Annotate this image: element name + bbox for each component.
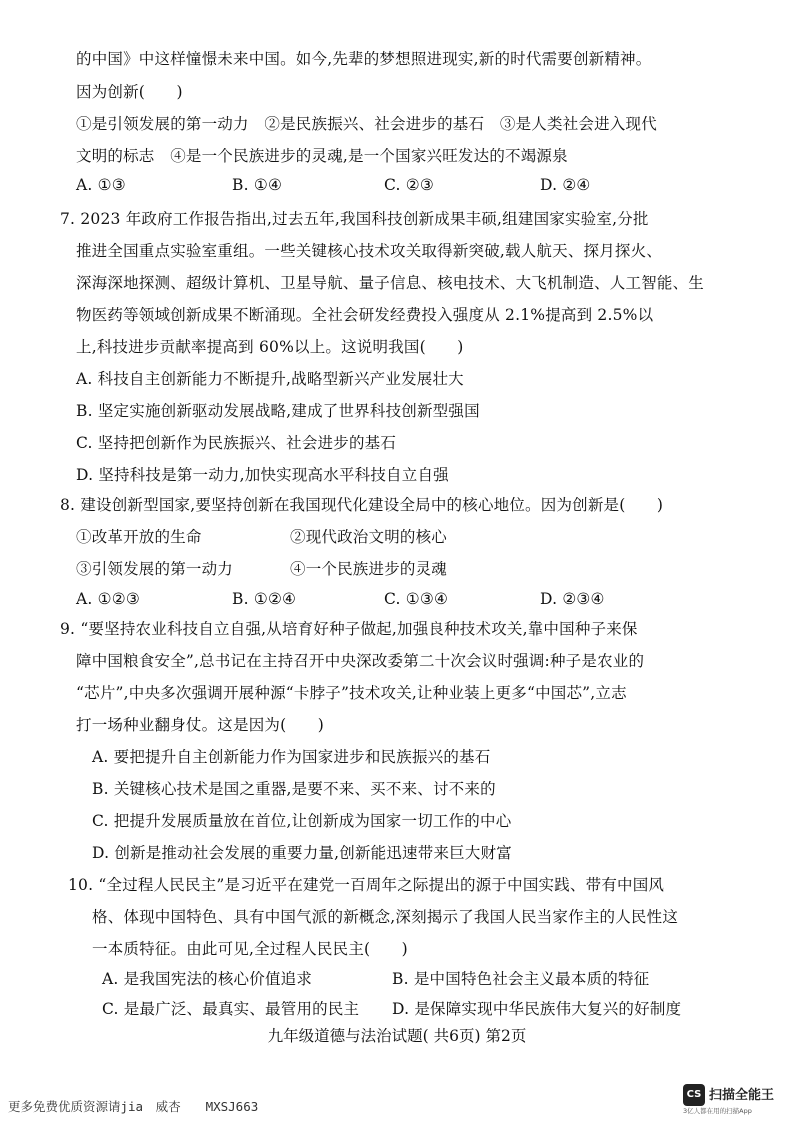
q8-item-4: ④一个民族进步的灵魂 — [290, 560, 448, 578]
q7-line-1: 7. 2023 年政府工作报告指出,过去五年,我国科技创新成果丰硕,组建国家实验室,分批 — [60, 210, 649, 228]
q10-line-1: 10. “全过程人民民主”是习近平在建党一百周年之际提出的源于中国实践、带有中国风 — [68, 876, 665, 894]
q8-line-1: 8. 建设创新型国家,要坚持创新在我国现代化建设全局中的核心地位。因为创新是( ) — [60, 496, 664, 514]
scanner-app-name: 扫描全能王 — [709, 1088, 775, 1103]
q9-option-d: D. 创新是推动社会发展的重要力量,创新能迅速带来巨大财富 — [92, 844, 512, 862]
q10-option-b: B. 是中国特色社会主义最本质的特征 — [392, 970, 650, 988]
scanner-logo-icon: CS — [683, 1084, 705, 1106]
q7-line-4: 物医药等领域创新成果不断涌现。全社会研发经费投入强度从 2.1%提高到 2.5%以 — [76, 306, 654, 324]
scanner-tagline: 3亿人都在用的扫描App — [683, 1107, 752, 1115]
q8-option-c: C. ①③④ — [384, 590, 449, 608]
q6-option-d: D. ②④ — [540, 176, 591, 194]
q6-line-4: 文明的标志 ④是一个民族进步的灵魂,是一个国家兴旺发达的不竭源泉 — [76, 147, 568, 165]
page-footer-title: 九年级道德与法治试题( 共6页) 第2页 — [267, 1027, 527, 1045]
q6-line-3: ①是引领发展的第一动力 ②是民族振兴、社会进步的基石 ③是人类社会进入现代 — [76, 115, 657, 133]
q9-option-a: A. 要把提升自主创新能力作为国家进步和民族振兴的基石 — [92, 748, 491, 766]
resource-note: 更多免费优质资源请jia 威杏 MXSJ663 — [8, 1099, 259, 1114]
q6-line-1: 的中国》中这样憧憬未来中国。如今,先辈的梦想照进现实,新的时代需要创新精神。 — [76, 50, 652, 68]
scanner-watermark — [683, 1082, 793, 1116]
q8-option-b: B. ①②④ — [232, 590, 297, 608]
q10-option-a: A. 是我国宪法的核心价值追求 — [102, 970, 313, 988]
q9-line-3: “芯片”,中央多次强调开展种源“卡脖子”技术攻关,让种业装上更多“中国芯”,立志 — [76, 684, 627, 702]
q10-option-d: D. 是保障实现中华民族伟大复兴的好制度 — [392, 1000, 682, 1018]
q9-line-1: 9. “要坚持农业科技自立自强,从培育好种子做起,加强良种技术攻关,靠中国种子来保 — [60, 620, 638, 638]
q7-option-d: D. 坚持科技是第一动力,加快实现高水平科技自立自强 — [76, 466, 449, 484]
q9-line-4: 打一场种业翻身仗。这是因为( ) — [76, 716, 324, 734]
q10-option-c: C. 是最广泛、最真实、最管用的民主 — [102, 1000, 360, 1018]
q7-line-2: 推进全国重点实验室重组。一些关键核心技术攻关取得新突破,载人航天、探月探火、 — [76, 242, 663, 260]
q6-option-c: C. ②③ — [384, 176, 434, 194]
q7-line-3: 深海深地探测、超级计算机、卫星导航、量子信息、核电技术、大飞机制造、人工智能、生 — [76, 274, 705, 292]
q8-option-d: D. ②③④ — [540, 590, 605, 608]
q9-option-c: C. 把提升发展质量放在首位,让创新成为国家一切工作的中心 — [92, 812, 512, 830]
q7-option-a: A. 科技自主创新能力不断提升,战略型新兴产业发展壮大 — [76, 370, 464, 388]
q7-line-5: 上,科技进步贡献率提高到 60%以上。这说明我国( ) — [76, 338, 464, 356]
q6-option-b: B. ①④ — [232, 176, 283, 194]
q7-option-b: B. 坚定实施创新驱动发展战略,建成了世界科技创新型强国 — [76, 402, 480, 420]
q8-option-a: A. ①②③ — [76, 590, 140, 608]
q9-option-b: B. 关键核心技术是国之重器,是要不来、买不来、讨不来的 — [92, 780, 496, 798]
q8-item-1: ①改革开放的生命 — [76, 528, 202, 546]
q10-line-3: 一本质特征。由此可见,全过程人民民主( ) — [92, 940, 408, 958]
q8-item-3: ③引领发展的第一动力 — [76, 560, 234, 578]
q8-item-2: ②现代政治文明的核心 — [290, 528, 448, 546]
q7-option-c: C. 坚持把创新作为民族振兴、社会进步的基石 — [76, 434, 397, 452]
q6-line-2: 因为创新( ) — [76, 83, 183, 101]
q10-line-2: 格、体现中国特色、具有中国气派的新概念,深刻揭示了我国人民当家作主的人民性这 — [92, 908, 679, 926]
q9-line-2: 障中国粮食安全”,总书记在主持召开中央深改委第二十次会议时强调:种子是农业的 — [76, 652, 645, 670]
q6-option-a: A. ①③ — [76, 176, 126, 194]
